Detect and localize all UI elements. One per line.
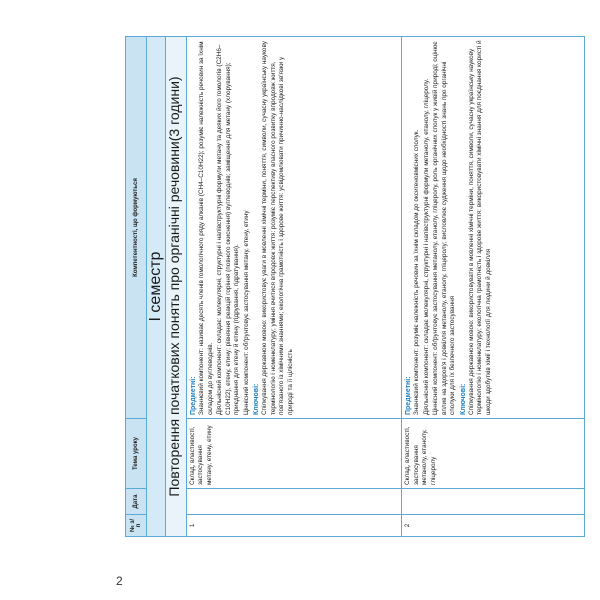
- activity-text: Діяльнісний компонент: складає: молекулярні, структурні і напівструктурні формули метану та деяких його гомологів (C2H6–C10H22), етену, етину; рівняння реакцій горіння (повного окиснення) вуглеводнів; заміщення для метану (хлорування); приєднання для етену й етину (гідрування, гідратування).: [216, 44, 241, 415]
- row-competencies: [402, 37, 585, 419]
- row-number: 2: [402, 515, 585, 537]
- key-text: Спілкування державною мовою: використовувати в мовленні хімічні терміни, поняття, символи, сучасну українську наукову термінологію і номенклатуру; екологічна грамотність і здорове життя: використовувати хімічні знання для поєднання користі й шкоди здобутків хімії і технології для людини й довкілля: [467, 40, 492, 415]
- semester-row: [147, 37, 166, 537]
- activity-text: Діяльнісний компонент: складає молекулярні, структурні і напівструктурні формули метанолу, етанолу, гліцеролу.: [422, 78, 430, 415]
- header-date: Дата: [126, 489, 147, 515]
- value-text: Ціннісний компонент: обґрунтовує застосування метанолу, етанолу, гліцеролу, роль органічних сполук у живій природі; оцінює вплив на здоров'я і довкілля метанолу, етанолу, гліцеролу; висловлює судження щодо необхідності знань про органічні сполуки для їх безпечного застосування: [432, 41, 457, 415]
- rotated-table-wrapper: [125, 37, 585, 537]
- header-num: № з/п: [126, 515, 147, 537]
- section-row: [166, 37, 187, 537]
- knowledge-text: Знаннєвий компонент: розуміє належність речовин за їхнім складом до оксигеновмісних сполук.: [413, 129, 421, 415]
- table-row: [402, 37, 585, 537]
- semester-title: І семестр: [147, 37, 166, 537]
- row-competencies: [187, 37, 402, 419]
- section-title: Повторення початкових понять про органічні речовини(3 години): [166, 37, 187, 537]
- curriculum-table: [125, 36, 585, 537]
- knowledge-text: Знаннєвий компонент: називає десять членів гомологічного ряду алканів (CH4–C10H22); розуміє належність речовин за їхнім складом до вуглеводнів.: [198, 41, 214, 415]
- row-topic: Склад, властивості, застосування метану, етену, етину: [187, 419, 402, 489]
- header-competencies: Компетентності, що формуються: [126, 37, 147, 419]
- row-topic: Склад, властивості, застосування метанолу, етанолу, гліцеролу: [402, 419, 585, 489]
- row-number: 1: [187, 515, 402, 537]
- header-topic: Тема уроку: [126, 419, 147, 489]
- key-text: Спілкування державною мовою: використовує уваги в мовленні хімічні терміни, поняття, символи, сучасну українську наукову термінологію і номенклатуру; уміння вчитися впродовж життя: розуміє перспективу власного розвитку впродовж життя, пов'язаного із хімічними знаннями; екологічна грамотність і здорове життя: усвідомлювати причинно-наслідкові зв'язки у природі та її цілісність: [261, 41, 294, 415]
- row-date: [402, 489, 585, 515]
- page-number: 2: [116, 574, 123, 588]
- key-label: Ключові:: [459, 383, 467, 415]
- subject-label: Предметні:: [405, 376, 413, 415]
- key-label: Ключові:: [252, 383, 260, 415]
- table-row: [187, 37, 402, 537]
- subject-label: Предметні:: [190, 376, 197, 415]
- table-header-row: [126, 37, 147, 537]
- value-text: Ціннісний компонент: обґрунтовує застосування метану, етену, етину: [242, 210, 250, 415]
- row-date: [187, 489, 402, 515]
